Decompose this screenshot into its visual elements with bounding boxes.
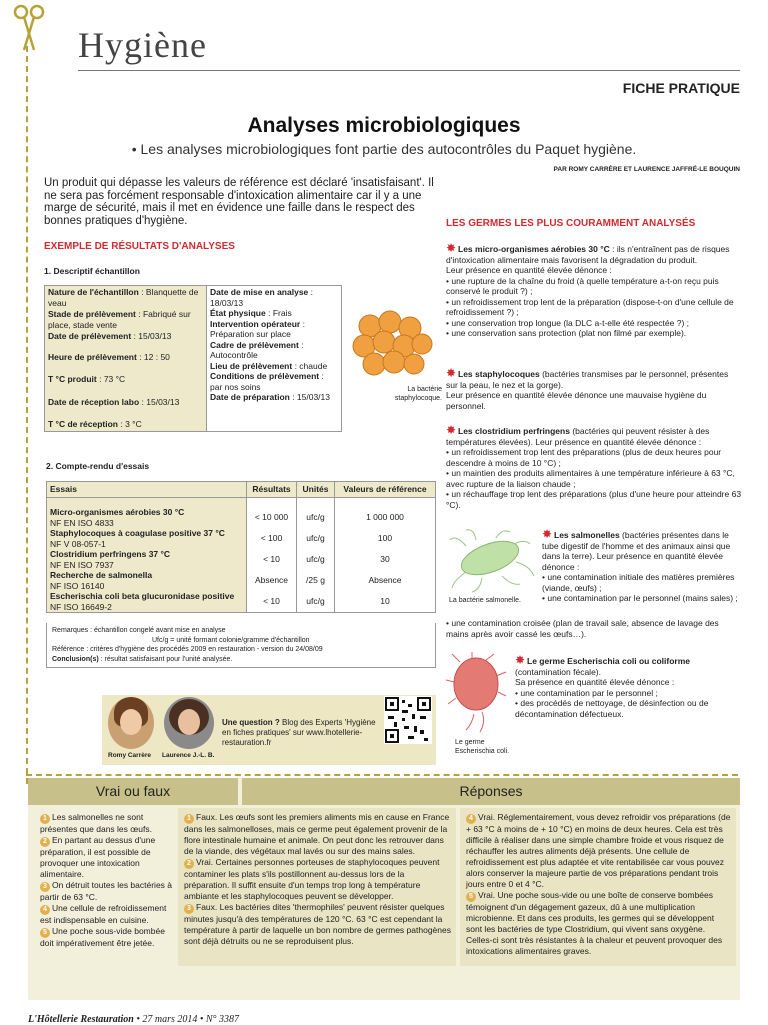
- essais-table: [46, 481, 436, 613]
- table-row: Staphylocoques à coagulase positive 37 °C NF V 08-057-1 < 100 ufc/g 100: [47, 528, 436, 549]
- byline: PAR ROMY CARRÈRE ET LAURENCE JAFFRÉ-LE BOUQUIN: [553, 166, 740, 173]
- fiche-pratique-tag: FICHE PRATIQUE: [622, 80, 740, 96]
- staphylocoque-illustration: [350, 306, 434, 382]
- question-text: Une question ? Blog des Experts 'Hygiène en fiches pratiques' sur www.lhotellerie-restauration.fr: [222, 718, 376, 747]
- table-row: Micro-organismes aérobies 30 °C NF EN ISO 4833 < 10 000 ufc/g 1 000 000: [47, 507, 436, 528]
- exemple-heading: EXEMPLE DE RÉSULTATS D'ANALYSES: [44, 241, 235, 252]
- table-row: Recherche de salmonella NF ISO 16140 Absence /25 g Absence: [47, 570, 436, 591]
- germ-staphylocoques: ✸ Les staphylocoques (bactéries transmises par le personnel, présentes sur la peau, le nez et la gorge). Leur présence en quantité élevée dénonce une mauvaise hygiène du personnel.: [446, 366, 729, 411]
- list-item: 4 Vrai. Réglementairement, vous devez refroidir vos préparations (de + 63 °C à moins de + 10 °C) en moins de deux heures. Cela est très difficile à réaliser dans une simple chambre froide et vous risquez de réchauffer les autres aliments déjà présents. Une cellule de refroidissement est plus adaptée et vite rentabilisée car vous pouvez alors conserver la majeure partie de vos préparations pendant trois jours entre 0 et 4 °C.: [466, 812, 731, 889]
- ecoli-caption: Le germe Escherischia coli.: [455, 739, 510, 755]
- reponses-left: [184, 812, 452, 947]
- descriptif-heading: 1. Descriptif échantillon: [44, 266, 140, 276]
- author-laurence-label: Laurence J.-L. B.: [162, 752, 215, 759]
- vrai-ou-faux-title: Vrai ou faux: [95, 783, 171, 799]
- salmonelle-illustration: [446, 526, 538, 594]
- germ-ecoli: ✸ Le germe Escherischia coli ou coliforme (contamination fécale). Sa présence en quantité élevée dénonce : • une contamination par le personnel ; • des procédés de nettoyage, de désinfection ou de décontamination défectueux.: [515, 653, 709, 719]
- scissors-icon: [12, 2, 46, 52]
- list-item: 3 On détruit toutes les bactéries à partir de 63 °C.: [40, 880, 173, 902]
- descriptif-table: Nature de l'échantillon : Blanquette de veau Stade de prélèvement : Fabriqué sur place, stade vente Date de prélèvement : 15/03/13 Heure de prélèvement : 12 : 50 T °C produit : 73 °C Date de réception labo : 15/03/13 T °C de réception : 3 °C Date de mise en analyse : 18/03/13 État physique : Frais Intervention opérateur : Préparation sur place Cadre de prélèvement : Autocontrôle Lieu de prélèvement : chaude Conditions de prélèvement : par nos soins Date de préparation : 15/03/13: [44, 285, 342, 432]
- salmonelle-caption: La bactérie salmonelle.: [449, 597, 521, 604]
- ecoli-illustration: [446, 652, 508, 734]
- col-resultats: Résultats: [247, 482, 297, 498]
- list-item: 2 Vrai. Certaines personnes porteuses de staphylocoques peuvent contaminer les plats s'ils postillonnent au-dessus lors de la préparation. Il suffit ensuite d'un temps trop long à température ambiante et les staphylocoques peuvent se développer.: [184, 857, 440, 901]
- reponses-header: [242, 778, 740, 805]
- col-unites: Unités: [297, 482, 335, 498]
- col-essais: Essais: [47, 482, 247, 498]
- list-item: 2 En partant au dessus d'une préparation, il est possible de provoquer une intoxication alimentaire.: [40, 835, 156, 879]
- star-bullet-icon: ✸: [515, 653, 526, 667]
- vrai-ou-faux-list: [40, 812, 172, 949]
- compte-rendu-heading: 2. Compte-rendu d'essais: [46, 461, 150, 471]
- table-row: Escherischia coli beta glucuronidase positive NF ISO 16649-2 < 10 ufc/g 10: [47, 591, 436, 613]
- germ-salmonelles-cont: • une contamination croisée (plan de travail sale, absence de lavage des mains après avoir cassé les œufs…).: [446, 618, 719, 639]
- col-valeurs: Valeurs de référence: [335, 482, 436, 498]
- dashed-frame-bottom-section: [26, 774, 738, 776]
- germ-salmonelles: ✸ Les salmonelles (bactéries présentes dans le tube digestif de l'homme et des animaux ainsi que dans la terre). Leur présence en quantité élevée dénonce : • une contamination initiale des matières premières (viande, œufs) ; • une contamination par le personnel (mains sales) ;: [542, 527, 738, 603]
- header-rule: [78, 70, 740, 71]
- intro-paragraph: Un produit qui dépasse les valeurs de référence est déclaré 'insatisfaisant'. Il ne sera pas forcément responsable d'intoxication alimentaire car il y a une marge de sécurité, mais il met en évidence une faille dans le respect des bonnes pratiques d'hygiène.: [44, 177, 434, 227]
- section-title: Hygiène: [78, 25, 207, 65]
- footer: L'Hôtellerie Restauration • 27 mars 2014 • N° 3387: [28, 1014, 240, 1025]
- avatar-laurence: [164, 697, 214, 749]
- staph-caption: La bactérie staphylocoque.: [394, 386, 442, 402]
- page-title: Analyses microbiologiques: [247, 114, 521, 137]
- page-subtitle: • Les analyses microbiologiques font partie des autocontrôles du Paquet hygiène.: [131, 141, 637, 157]
- germ-clostridium: ✸ Les clostridium perfringens (bactéries qui peuvent résister à des températures élevées). Leur présence en quantité élevée dénonce : • un refroidissement trop lent des préparations (plus de deux heures pour descendre à moins de 10 °C) ; • un maintien des produits alimentaires à une température inférieure à 63 °C, avec rupture de la liaison chaude ; • un réchauffage trop lent des préparations (plus d'une heure pour atteindre 63 °C).: [446, 423, 742, 510]
- star-bullet-icon: ✸: [446, 241, 457, 255]
- list-item: 5 Vrai. Une poche sous-vide ou une boîte de conserve bombées témoignent d'un dégagement gazeux, dû à une multiplication microbienne. Et dans ces produits, les germes qui se développent sont les bactéries de type Clostridium, qui vivent sans oxygène. Celles-ci sont très résistantes à la chaleur et peuvent provoquer des intoxications alimentaires graves.: [466, 890, 723, 956]
- star-bullet-icon: ✸: [446, 366, 457, 380]
- star-bullet-icon: ✸: [542, 527, 553, 541]
- list-item: 1 Faux. Les œufs sont les premiers aliments mis en cause en France dans les salmonelloses, mais ce germe peut également provenir de la flore intestinale humaine et animale. On peut donc les retrouver dans de la viande, des végétaux mal lavés ou sur des mains sales.: [184, 812, 450, 856]
- author-romy-label: Romy Carrère: [108, 752, 151, 759]
- qr-code-icon[interactable]: [384, 696, 432, 744]
- list-item: 1 Les salmonelles ne sont présentes que dans les œufs.: [40, 812, 152, 834]
- reponses-right: [466, 812, 732, 957]
- reponses-title: Réponses: [459, 783, 523, 799]
- germs-heading: LES GERMES LES PLUS COURAMMENT ANALYSÉS: [446, 218, 696, 229]
- list-item: 4 Une cellule de refroidissement est indispensable en cuisine.: [40, 903, 167, 925]
- list-item: 5 Une poche sous-vide bombée doit impérativement être jetée.: [40, 926, 165, 948]
- table-row: Clostridium perfringens 37 °C NF EN ISO 7937 < 10 ufc/g 30: [47, 549, 436, 570]
- vrai-ou-faux-header: [28, 778, 238, 805]
- germ-aerobies: ✸ Les micro-organismes aérobies 30 °C : ils n'entraînent pas de risques d'intoxication alimentaire mais favorisent la dégradation du produit. Leur présence en quantité élevée dénonce : • une rupture de la chaîne du froid (à quelle température a-t-on reçu puis conservé le produit ?) ; • un refroidissement trop lent de la préparation (dispose-t-on d'une cellule de refroidissement ?) ; • une conservation trop longue (la DLC a-t-elle été respectée ?) ; • une conservation sans protection (plat non filmé par exemple).: [446, 241, 734, 338]
- list-item: 3 Faux. Les bactéries dites 'thermophiles' peuvent résister quelques minutes jusqu'à des températures de 120 °C. 63 °C est cependant la température à partir de laquelle un bon nombre de germes pathogènes sont déjà détruits ou ne se reproduisent plus.: [184, 902, 451, 946]
- avatar-romy: [108, 697, 154, 749]
- remarks-box: Remarques : échantillon congelé avant mise en analyse Ufc/g = unité formant colonie/gramme d'échantillon Référence : critères d'hygiène des procédés 2009 en restauration - version du 24/08/09 Conclusion(s) : résultat satisfaisant pour l'unité analysée.: [46, 623, 436, 668]
- star-bullet-icon: ✸: [446, 423, 457, 437]
